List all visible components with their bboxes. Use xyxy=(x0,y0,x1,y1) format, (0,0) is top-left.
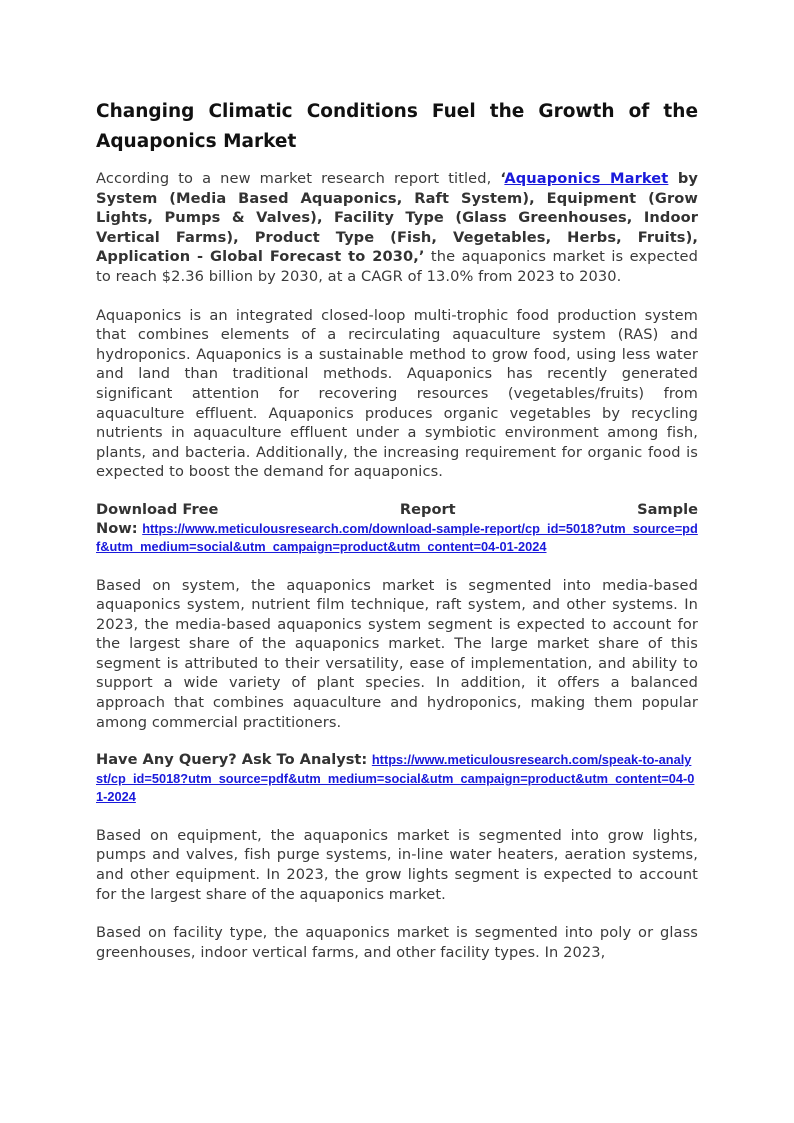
page-title: Changing Climatic Conditions Fuel the Growth of the Aquaponics Market xyxy=(96,101,698,152)
intro-tail: the aquaponics market is expected to reach $2.36 billion by 2030, at a CAGR of 13.0% from 2023 to 2030. xyxy=(96,248,698,285)
download-word-4: Now: xyxy=(96,519,138,537)
overview-paragraph: Aquaponics is an integrated closed-loop multi-trophic food production system that combines elements of a recirculating aquaculture system (RAS) and hydroponics. Aquaponics is a sustainable method to grow food, using less water and land than traditional methods. Aquaponics has recently generated significant attention for recovering resources (vegetables/fruits) from aquaculture effluent. Aquaponics produces organic vegetables by recycling nutrients in aquaculture effluent under a symbiotic environment among fish, plants, and bacteria. Additionally, the increasing requirement for organic food is expected to boost the demand for aquaponics. xyxy=(96,306,698,481)
intro-lead: According to a new market research report titled, xyxy=(96,170,501,187)
report-title-link[interactable]: Aquaponics Market xyxy=(504,170,669,187)
download-sample-link[interactable]: https://www.meticulousresearch.com/download-sample-report/cp_id=5018?utm_source=pdf&utm_medium=social&utm_campaign=product&utm_content=04-01-2024 xyxy=(96,520,698,554)
download-sample-label xyxy=(96,500,698,520)
facility-segment-paragraph: Based on facility type, the aquaponics market is segmented into poly or glass greenhouses, indoor vertical farms, and other facility types. In 2023, xyxy=(96,924,698,961)
system-segment-paragraph: Based on system, the aquaponics market is segmented into media-based aquaponics system, nutrient film technique, raft system, and other systems. In 2023, the media-based aquaponics system segment is expected to account for the largest share of the aquaponics market. The large market share of this segment is attributed to their versatility, ease of implementation, and ability to support a wide variety of plant species. In addition, it offers a balanced approach that combines aquaculture and hydroponics, making them popular among commercial practitioners. xyxy=(96,576,698,731)
ask-analyst-link[interactable]: https://www.meticulousresearch.com/speak-to-analyst/cp_id=5018?utm_source=pdf&utm_medium=social&utm_campaign=product&utm_content=04-01-2024 xyxy=(96,752,695,805)
download-word-2: Report xyxy=(399,500,456,518)
intro-quote-open: ‘ xyxy=(500,170,505,187)
download-word-1: Download Free xyxy=(96,500,219,518)
download-word-3: Sample xyxy=(637,500,698,518)
document-page xyxy=(96,97,698,962)
intro-report-title: by System (Media Based Aquaponics, Raft System), Equipment (Grow Lights, Pumps & Valves), Facility Type (Glass Greenhouses, Indoor Vertical Farms), Product Type (Fish, Vegetables, Herbs, Fruits), Application - Global Forecast to 2030,’ xyxy=(96,170,699,266)
download-sample-block xyxy=(96,500,698,557)
intro-paragraph xyxy=(96,169,698,287)
download-url-line xyxy=(96,520,698,557)
query-label: Have Any Query? Ask To Analyst: xyxy=(96,751,368,769)
equipment-segment-paragraph: Based on equipment, the aquaponics market is segmented into grow lights, pumps and valves, fish purge systems, in-line water heaters, aeration systems, and other equipment. In 2023, the grow lights segment is expected to account for the largest share of the aquaponics market. xyxy=(96,826,698,903)
query-block xyxy=(96,751,698,807)
